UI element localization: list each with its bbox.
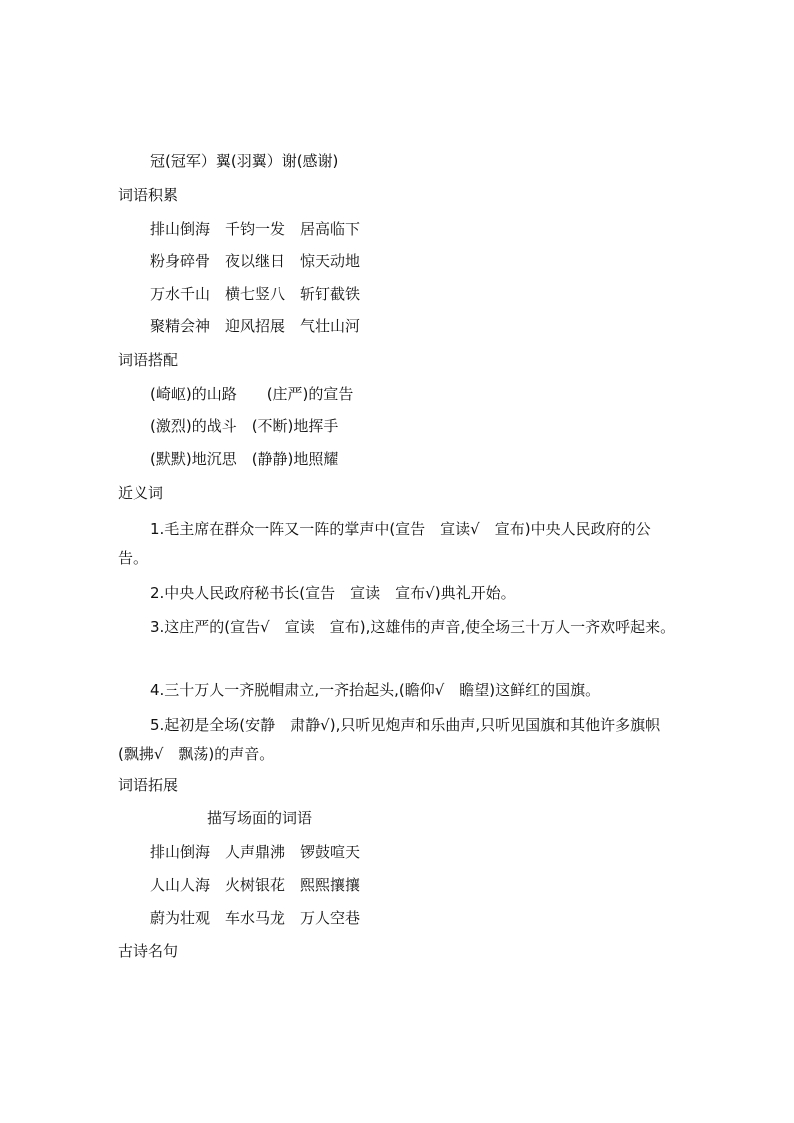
synonym-item-4: 4.三十万人一齐脱帽肃立,一齐抬起头,(瞻仰√ 瞻望)这鲜红的国旗。 bbox=[150, 681, 601, 699]
section-heading-poems: 古诗名句 bbox=[118, 942, 179, 960]
expansion-line: 排山倒海 人声鼎沸 锣鼓喧天 bbox=[150, 843, 361, 861]
synonym-item-1: 1.毛主席在群众一阵又一阵的掌声中(宣告 宣读√ 宣布)中央人民政府的公告。 bbox=[118, 520, 651, 567]
synonym-item-2: 2.中央人民政府秘书长(宣告 宣读 宣布√)典礼开始。 bbox=[150, 584, 516, 602]
collocation-line: (默默)地沉思 (静静)地照耀 bbox=[150, 450, 339, 468]
word-line: 万水千山 横七竖八 斩钉截铁 bbox=[150, 285, 361, 303]
section-heading-collocation: 词语搭配 bbox=[118, 351, 179, 369]
word-line: 聚精会神 迎风招展 气壮山河 bbox=[150, 317, 361, 335]
expansion-subheading: 描写场面的词语 bbox=[207, 809, 313, 827]
section-heading-synonyms: 近义词 bbox=[118, 484, 164, 502]
word-line: 粉身碎骨 夜以继日 惊天动地 bbox=[150, 252, 361, 270]
collocation-line: (激烈)的战斗 (不断)地挥手 bbox=[150, 417, 339, 435]
section-heading-accumulation: 词语积累 bbox=[118, 186, 179, 204]
expansion-line: 蔚为壮观 车水马龙 万人空巷 bbox=[150, 909, 361, 927]
collocation-line: (崎岖)的山路 (庄严)的宣告 bbox=[150, 385, 354, 403]
word-line: 排山倒海 千钧一发 居高临下 bbox=[150, 220, 361, 238]
synonym-item-5: 5.起初是全场(安静 肃静√),只听见炮声和乐曲声,只听见国旗和其他许多旗帜(飘拂√ 飘荡)的声音。 bbox=[118, 716, 661, 763]
intro-line: 冠(冠军）翼(羽翼）谢(感谢) bbox=[150, 152, 339, 170]
expansion-line: 人山人海 火树银花 熙熙攘攘 bbox=[150, 876, 361, 894]
synonym-item-3: 3.这庄严的(宣告√ 宣读 宣布),这雄伟的声音,使全场三十万人一齐欢呼起来。 bbox=[150, 618, 676, 636]
section-heading-expansion: 词语拓展 bbox=[118, 776, 179, 794]
